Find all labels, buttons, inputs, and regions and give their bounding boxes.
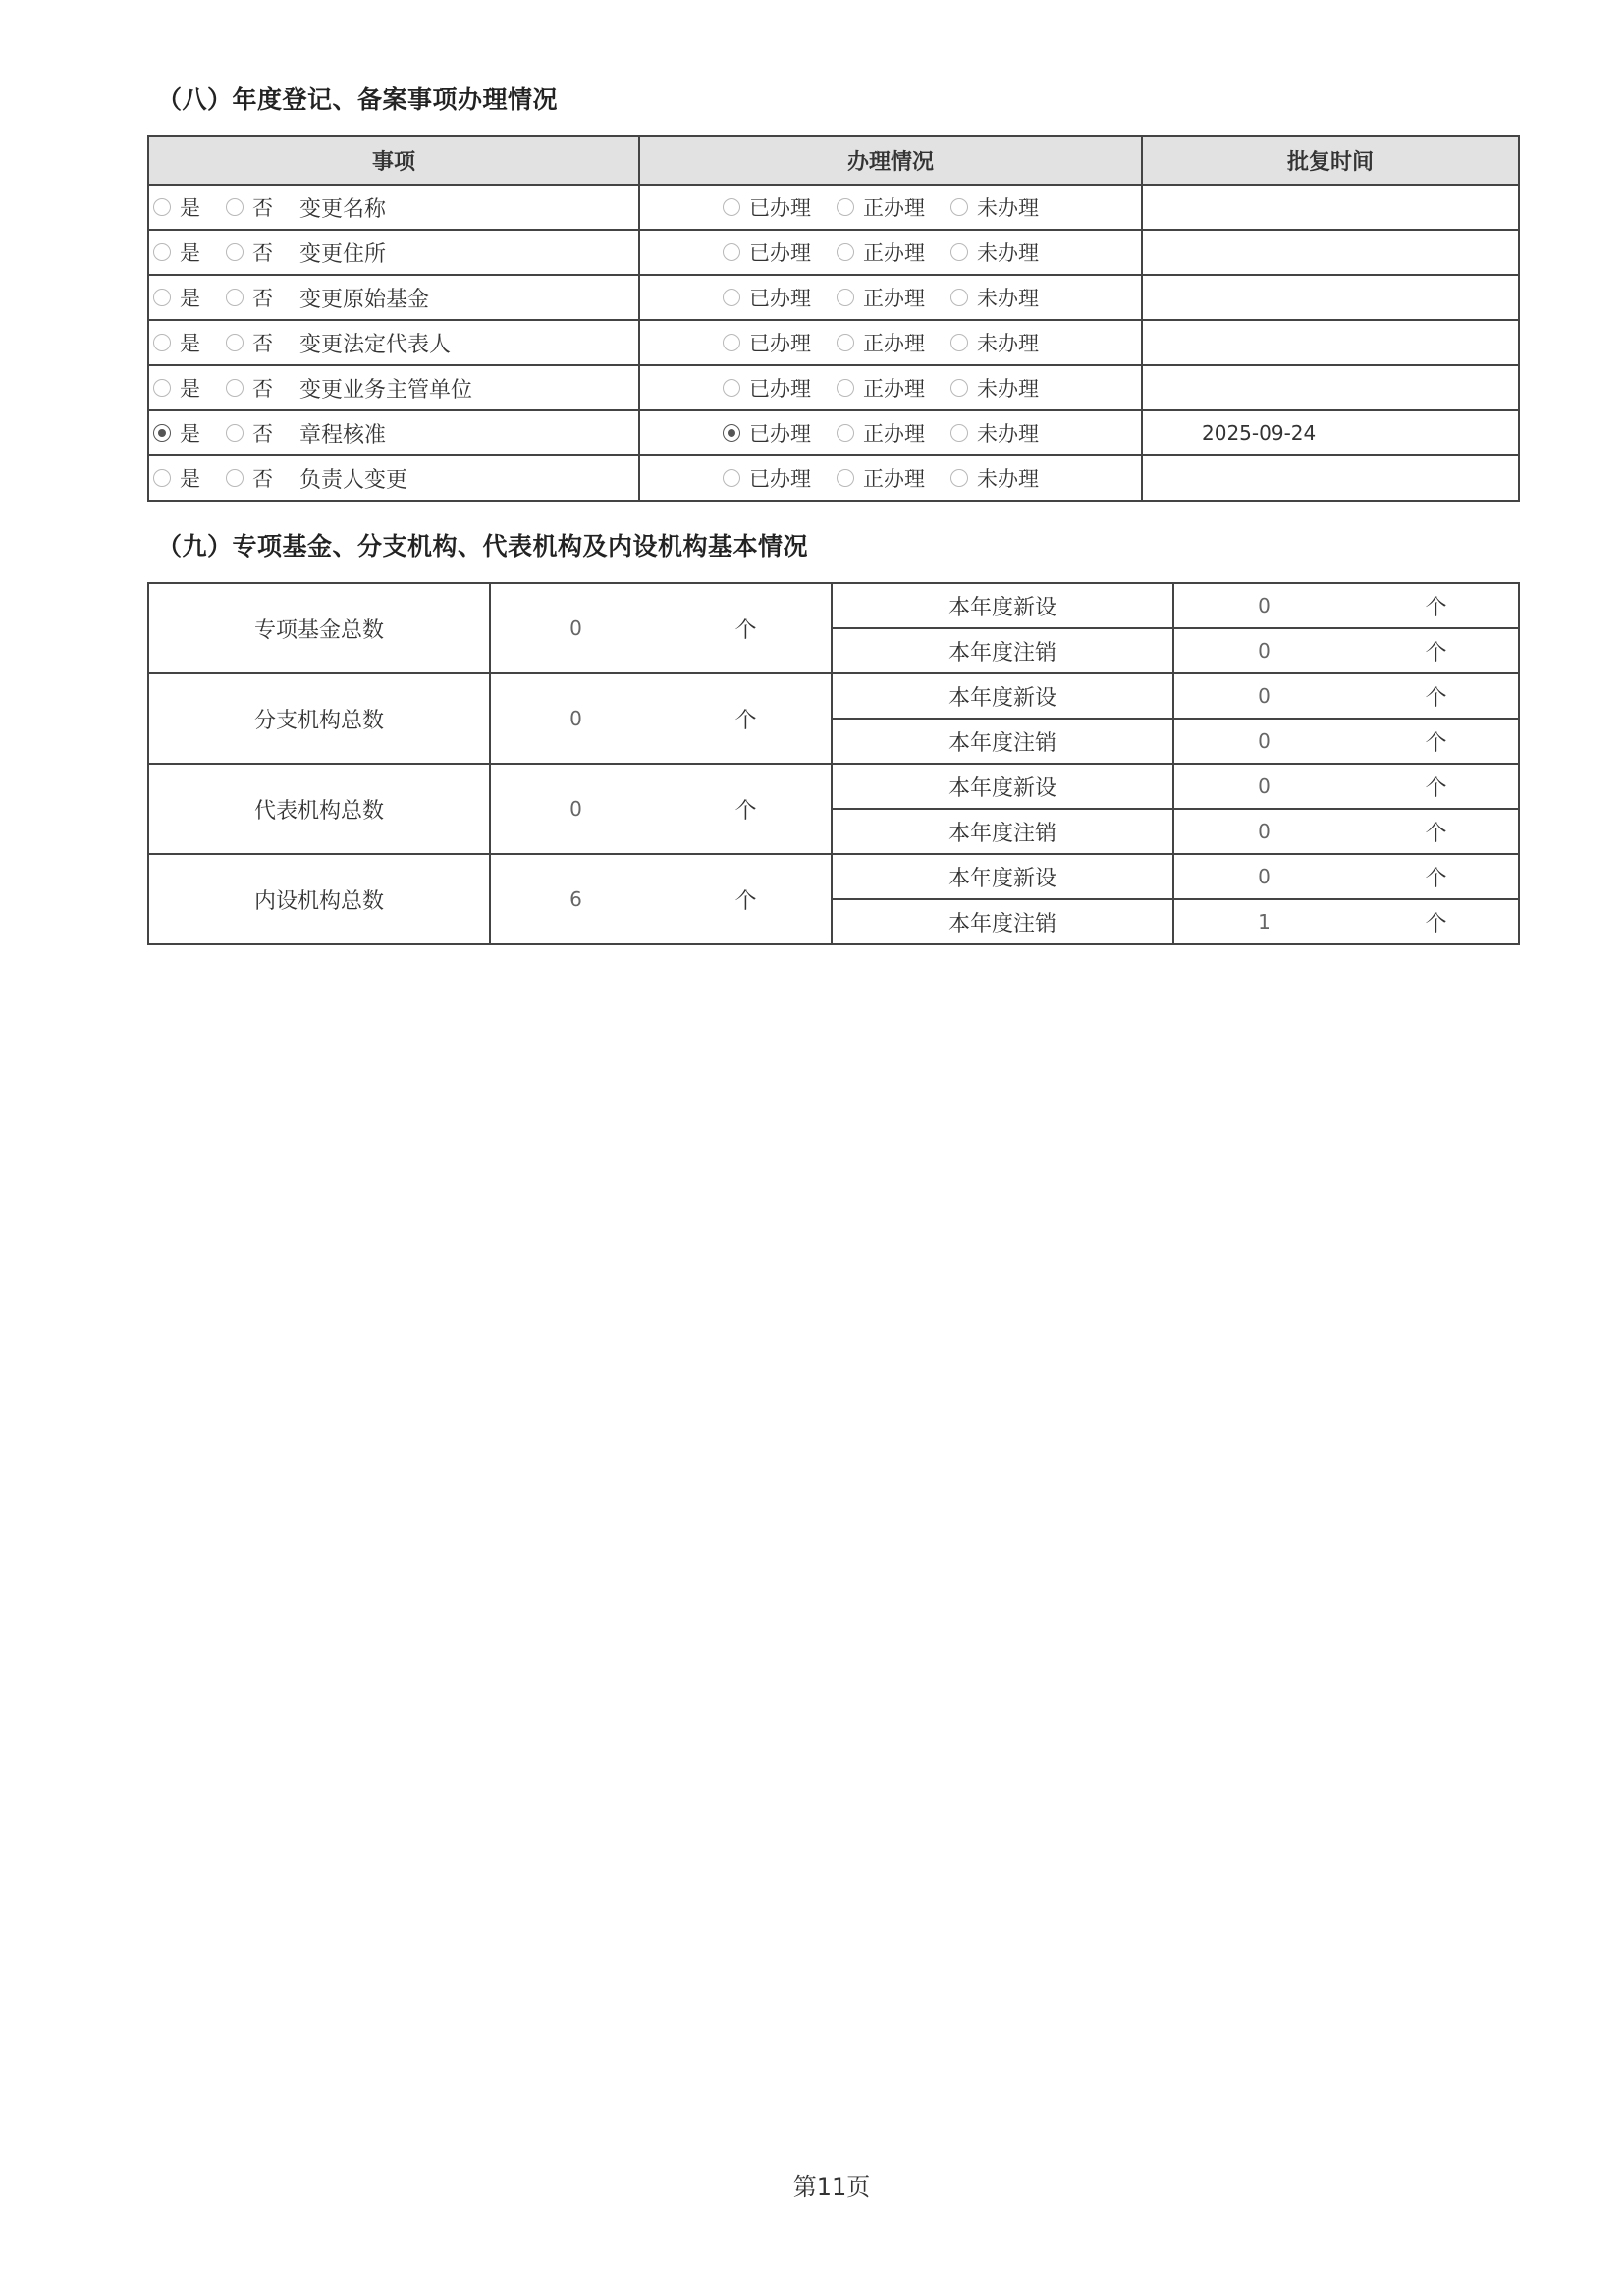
yes-radio[interactable]: [153, 469, 171, 487]
item-name: 变更原始基金: [299, 287, 430, 312]
group-label: 专项基金总数: [148, 583, 490, 673]
status-label-0: 已办理: [749, 196, 811, 220]
new-unit: 个: [1354, 764, 1519, 809]
status-label-2: 未办理: [977, 422, 1039, 446]
table-row: [148, 230, 1519, 275]
status-cell: [639, 410, 1142, 455]
status-label-1: 正办理: [863, 196, 925, 220]
item-name: 变更法定代表人: [299, 332, 452, 357]
yes-label: 是: [180, 377, 200, 400]
new-count: 0: [1173, 673, 1354, 719]
yes-label: 是: [180, 332, 200, 355]
header-approval-time: 批复时间: [1142, 136, 1519, 185]
status-cell: [639, 455, 1142, 501]
status-radio-0[interactable]: [723, 379, 740, 397]
item-name: 变更业务主管单位: [299, 377, 473, 402]
approval-time-cell: [1142, 410, 1519, 455]
status-cell: [639, 230, 1142, 275]
no-label: 否: [252, 467, 273, 491]
status-radio-1[interactable]: [837, 469, 854, 487]
status-label-0: 已办理: [749, 287, 811, 310]
yes-label: 是: [180, 287, 200, 310]
section-9-title: （九）专项基金、分支机构、代表机构及内设机构基本情况: [157, 532, 809, 561]
status-label-1: 正办理: [863, 332, 925, 355]
approval-time-cell: [1142, 455, 1519, 501]
registration-items-table: [147, 135, 1520, 502]
group-label: 分支机构总数: [148, 673, 490, 764]
approval-time-cell: [1142, 320, 1519, 365]
status-radio-2[interactable]: [950, 334, 968, 351]
status-label-1: 正办理: [863, 241, 925, 265]
no-radio[interactable]: [226, 424, 244, 442]
yes-radio[interactable]: [153, 243, 171, 261]
item-cell: [148, 320, 639, 365]
no-label: 否: [252, 287, 273, 310]
status-cell: [639, 185, 1142, 230]
table-row: [148, 185, 1519, 230]
status-label-1: 正办理: [863, 467, 925, 491]
cancel-unit: 个: [1354, 719, 1519, 764]
cancel-count: 1: [1173, 899, 1354, 944]
table-row: [148, 854, 1519, 899]
table-row: [148, 673, 1519, 719]
table-header-row: [148, 136, 1519, 185]
status-label-0: 已办理: [749, 467, 811, 491]
table-row: [148, 764, 1519, 809]
yes-radio[interactable]: [153, 379, 171, 397]
yes-radio[interactable]: [153, 334, 171, 351]
yes-label: 是: [180, 467, 200, 491]
cancel-label: 本年度注销: [832, 809, 1173, 854]
no-radio[interactable]: [226, 334, 244, 351]
yes-label: 是: [180, 241, 200, 265]
new-unit: 个: [1354, 854, 1519, 899]
item-name: 变更名称: [299, 196, 387, 222]
group-total-unit: 个: [661, 583, 832, 673]
section-8-title: （八）年度登记、备案事项办理情况: [157, 85, 559, 114]
status-label-2: 未办理: [977, 332, 1039, 355]
new-unit: 个: [1354, 673, 1519, 719]
status-label-1: 正办理: [863, 287, 925, 310]
cancel-unit: 个: [1354, 809, 1519, 854]
item-name: 负责人变更: [299, 467, 408, 493]
no-label: 否: [252, 422, 273, 446]
new-count: 0: [1173, 764, 1354, 809]
status-label-1: 正办理: [863, 422, 925, 446]
table-row: [148, 275, 1519, 320]
no-radio[interactable]: [226, 379, 244, 397]
table-row: [148, 455, 1519, 501]
new-label: 本年度新设: [832, 673, 1173, 719]
status-radio-1[interactable]: [837, 243, 854, 261]
table-row: [148, 365, 1519, 410]
status-radio-2[interactable]: [950, 243, 968, 261]
cancel-unit: 个: [1354, 899, 1519, 944]
status-radio-1[interactable]: [837, 424, 854, 442]
no-radio[interactable]: [226, 198, 244, 216]
group-total: 0: [490, 583, 661, 673]
cancel-count: 0: [1173, 628, 1354, 673]
group-label: 代表机构总数: [148, 764, 490, 854]
table-row: [148, 583, 1519, 628]
no-label: 否: [252, 196, 273, 220]
status-label-0: 已办理: [749, 422, 811, 446]
approval-time-cell: [1142, 275, 1519, 320]
status-radio-0[interactable]: [723, 334, 740, 351]
status-cell: [639, 320, 1142, 365]
status-label-0: 已办理: [749, 241, 811, 265]
no-label: 否: [252, 332, 273, 355]
status-label-2: 未办理: [977, 241, 1039, 265]
group-total-unit: 个: [661, 764, 832, 854]
status-radio-2[interactable]: [950, 379, 968, 397]
yes-label: 是: [180, 422, 200, 446]
new-count: 0: [1173, 854, 1354, 899]
status-label-2: 未办理: [977, 377, 1039, 400]
group-total: 0: [490, 673, 661, 764]
group-label: 内设机构总数: [148, 854, 490, 944]
item-cell: [148, 275, 639, 320]
new-label: 本年度新设: [832, 583, 1173, 628]
cancel-label: 本年度注销: [832, 899, 1173, 944]
item-name: 变更住所: [299, 241, 387, 267]
status-label-1: 正办理: [863, 377, 925, 400]
status-radio-2[interactable]: [950, 424, 968, 442]
cancel-unit: 个: [1354, 628, 1519, 673]
new-label: 本年度新设: [832, 764, 1173, 809]
status-radio-2[interactable]: [950, 289, 968, 306]
status-radio-1[interactable]: [837, 198, 854, 216]
header-item: 事项: [148, 136, 639, 185]
yes-radio[interactable]: [153, 424, 171, 442]
yes-radio[interactable]: [153, 289, 171, 306]
approval-time-cell: [1142, 185, 1519, 230]
status-radio-0[interactable]: [723, 424, 740, 442]
no-label: 否: [252, 241, 273, 265]
new-unit: 个: [1354, 583, 1519, 628]
cancel-label: 本年度注销: [832, 628, 1173, 673]
group-total-unit: 个: [661, 854, 832, 944]
status-radio-0[interactable]: [723, 469, 740, 487]
table-row: [148, 410, 1519, 455]
status-cell: [639, 365, 1142, 410]
yes-radio[interactable]: [153, 198, 171, 216]
item-cell: [148, 365, 639, 410]
no-label: 否: [252, 377, 273, 400]
item-cell: [148, 410, 639, 455]
cancel-count: 0: [1173, 809, 1354, 854]
cancel-count: 0: [1173, 719, 1354, 764]
status-label-0: 已办理: [749, 332, 811, 355]
status-cell: [639, 275, 1142, 320]
group-total: 6: [490, 854, 661, 944]
group-total: 0: [490, 764, 661, 854]
new-count: 0: [1173, 583, 1354, 628]
status-label-2: 未办理: [977, 287, 1039, 310]
institutions-table: [147, 582, 1520, 945]
status-radio-0[interactable]: [723, 198, 740, 216]
item-name: 章程核准: [299, 422, 387, 448]
header-status: 办理情况: [639, 136, 1142, 185]
item-cell: [148, 455, 639, 501]
status-radio-2[interactable]: [950, 469, 968, 487]
table-row: [148, 320, 1519, 365]
yes-label: 是: [180, 196, 200, 220]
status-radio-0[interactable]: [723, 243, 740, 261]
status-radio-2[interactable]: [950, 198, 968, 216]
group-total-unit: 个: [661, 673, 832, 764]
item-cell: [148, 230, 639, 275]
no-radio[interactable]: [226, 289, 244, 306]
cancel-label: 本年度注销: [832, 719, 1173, 764]
no-radio[interactable]: [226, 243, 244, 261]
new-label: 本年度新设: [832, 854, 1173, 899]
status-radio-1[interactable]: [837, 289, 854, 306]
approval-time-cell: [1142, 365, 1519, 410]
status-radio-1[interactable]: [837, 379, 854, 397]
status-label-2: 未办理: [977, 467, 1039, 491]
item-cell: [148, 185, 639, 230]
status-radio-1[interactable]: [837, 334, 854, 351]
approval-time-cell: [1142, 230, 1519, 275]
status-label-0: 已办理: [749, 377, 811, 400]
approval-time: 2025-09-24: [1202, 421, 1317, 445]
no-radio[interactable]: [226, 469, 244, 487]
page-number: 第11页: [792, 2173, 871, 2201]
status-radio-0[interactable]: [723, 289, 740, 306]
status-label-2: 未办理: [977, 196, 1039, 220]
